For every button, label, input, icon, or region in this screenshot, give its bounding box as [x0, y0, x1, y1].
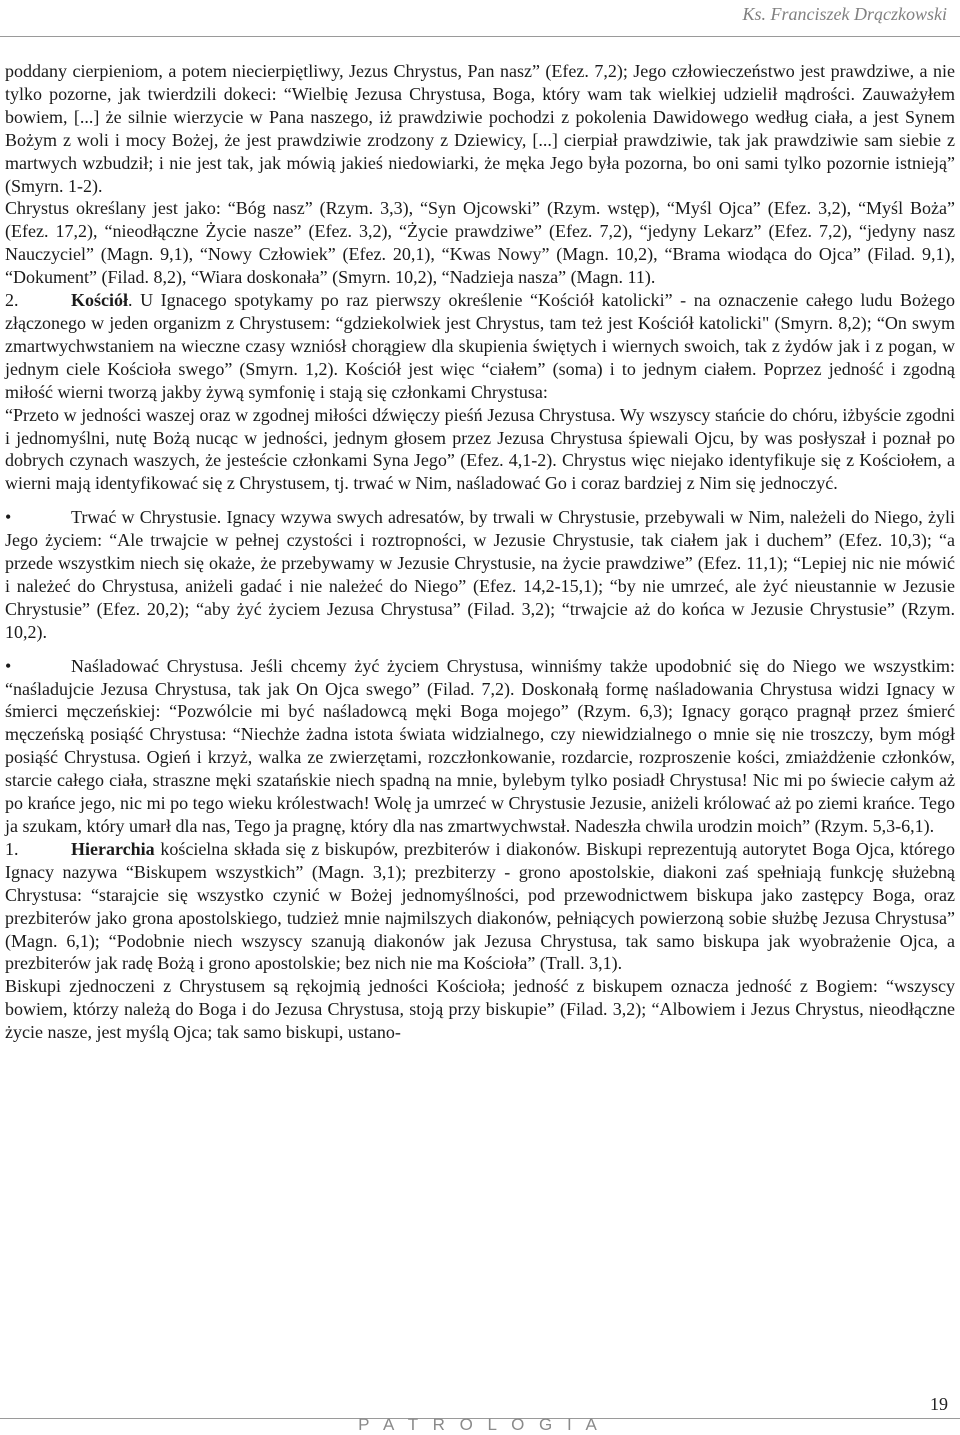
- page-number: 19: [930, 1394, 948, 1414]
- running-header-author: Ks. Franciszek Drączkowski: [742, 4, 947, 24]
- section-heading-hierarchy: Hierarchia: [71, 838, 155, 859]
- paragraph-bishops: Biskupi zjednoczeni z Chrystusem są rękojmią jedności Kościoła; jedność z biskupem oznacza jedność z Bogiem: “wszyscy bowiem, którzy należą do Boga i do Jezusa Chrystusa, stoją przy biskupie” (Filad. 3,2); “Albowiem i Jezus Chrystus, nieodłączne życie nasze, jest myślą Ojca; tak samo biskupi, ustano-: [5, 976, 955, 1043]
- paragraph-quote-unity: “Przeto w jedności waszej oraz w zgodnej miłości dźwięczy pieśń Jezusa Chrystusa. Wy wszyscy stańcie do chóru, iżbyście zgodni i jednomyślni, nutę Bożą nucąc w jedności, jednym głosem przez Jezusa Chrystusa śpiewali Ojcu, by was posłyszał i poznał po dobrych czynach waszych, że jesteście członkami Syna Jego” (Efez. 4,1-2). Chrystus więc niejako identyfikuje się z Kościołem, a wierni mają identyfikować się z Chrystusem, tj. trwać w Nim, naśladować Go i coraz bardziej z Nim się jednoczyć.: [5, 404, 955, 494]
- bullet-icon: •: [5, 507, 12, 528]
- bullet-item-imitate-text: Naśladować Chrystusa. Jeśli chcemy żyć życiem Chrystusa, winniśmy także upodobnić się do Niego we wszystkim: “naśladujcie Jezusa Chrystusa, tak jak On Ojca swego” (Filad. 7,2). Doskonałą formę naśladowania Chrystusa widzi Ignacy w śmierci męczeńskiej: “Pozwólcie mi być naśladowcą męki Boga mojego” (Rzym. 6,3); Ignacy gorąco pragnął przez śmierć męczeńską posiąść Chrystusa: “Niechże żadna istota świata widzialnego, czy niewidzialnego o mnie się nie troszczy, bym mógł posiąść Chrystusa. Ogień i krzyż, walka ze zwierzętami, rozczłonkowanie, rozdarcie, rozproszenie kości, zmiażdżenie członków, starcie całego ciała, straszne męki szatańskie niech spadną na mnie, bylebym tylko posiadł Chrystusa! Nic mi po świecie całym aż po krańce jego, nic mi po tego wieku królestwach! Wolę ja umrzeć w Chrystusie Jezusie, aniżeli królować aż po ziemi krańce. Tego ja szukam, który umarł dla nas, Tego ja pragnę, który dla nas zmartwychwstał. Nadeszła chwila urodzin moich” (Rzym. 5,3-6,1).: [5, 655, 955, 836]
- section-heading-church: Kościół: [71, 290, 128, 311]
- document-body: [5, 60, 955, 1044]
- paragraph-church: [5, 289, 955, 404]
- paragraph-christology: poddany cierpieniom, a potem niecierpiętliwy, Jezus Chrystus, Pan nasz” (Efez. 7,2); Jego człowieczeństwo jest prawdziwe, a nie tylko pozorne, jak twierdzili dokeci: “Wielbię Jezusa Chrystusa, Boga, który wam tak wielkiej udzielił mądrości. Zauważyłem bowiem, [...] że silnie wierzycie w Pana naszego, iż prawdziwie pochodzi z pokolenia Dawidowego według ciała, a jest Synem Bożym z woli i mocy Bożej, że jest prawdziwie zrodzony z Dziewicy, [...] cierpiał prawdziwie, tak jak prawdziwie sam siebie z martwych wzbudził; i nie jest tak, jak mówią jakieś niedowiarki, że męka Jego była pozorna, bo oni sami tylko pozornie istnieją” (Smyrn. 1-2).: [5, 61, 955, 196]
- bullet-item-abide-text: Trwać w Chrystusie. Ignacy wzywa swych adresatów, by trwali w Chrystusie, przebywali w Nim, należeli do Niego, żyli Jego życiem: “Ale trwajcie w pełnej czystości i roztropności, w Jezusie Chrystusie, tak ciałem jak i duchem” (Efez. 10,3); “a przede wszystkim niech się okaże, że przebywamy w Jezusie Chrystusie, na życie prawdziwe” (Efez. 11,1); “Lepiej nic nie mówić i należeć do Chrystusa, aniżeli gadać i nie należeć do Niego” (Efez. 14,2-15,1); “by nie umrzeć, ale żyć nieustannie w Jezusie Chrystusie” (Efez. 20,2); “aby żyć życiem Jezusa Chrystusa” (Filad. 3,2); “trwajcie aż do końca w Jezusie Chrystusie” (Rzym. 10,2).: [5, 507, 955, 642]
- bullet-item-imitate: [5, 655, 955, 838]
- paragraph-hierarchy-text: kościelna składa się z biskupów, prezbiterów i diakonów. Biskupi reprezentują autorytet Boga Ojca, którego Ignacy nazywa “Biskupem wszystkich” (Magn. 3,1); prezbiterzy - grono apostolskie, diakoni zaś spełniają funkcję służebną Chrystusa: “starajcie się wszystko czynić w Bożej jednomyślności, pod przewodnictwem biskupa jako zastępcy Boga, oraz prezbiterów jako grona apostolskiego, tudzież mnie najmilszych diakonów, pełniących powierzoną sobie służbę Jezusa Chrystusa” (Magn. 6,1); “Podobnie niech wszyscy szanują diakonów jak Jezusa Chrystusa, tak samo biskupa jak wyobrażenie Ojca, a prezbiterów jak radę Bożą i grono apostolskie; bez nich nie ma Kościoła” (Trall. 3,1).: [5, 838, 955, 974]
- header-divider: [0, 36, 960, 37]
- section-number: 1.: [5, 838, 19, 859]
- paragraph-titles-of-christ: Chrystus określany jest jako: “Bóg nasz” (Rzym. 3,3), “Syn Ojcowski” (Rzym. wstęp), “Myśl Ojca” (Efez. 3,2), “Myśl Boża” (Efez. 17,2), “nieodłączne Życie nasze” (Efez. 3,2), “Życie prawdziwe” (Efez. 7,2), “jedyny Lekarz” (Efez. 7,2), “jedyny nasz Nauczyciel” (Magn. 9,1), “Nowy Człowiek” (Efez. 20,1), “Kwas Nowy” (Magn. 10,2), “Brama wiodąca do Ojca” (Filad. 9,1), “Dokument” (Filad. 8,2), “Wiara doskonała” (Smyrn. 10,2), “Nadzieja nasza” (Magn. 11).: [5, 198, 955, 288]
- paragraph-church-text: . U Ignacego spotykamy po raz pierwszy określenie “Kościół katolicki” - na oznaczenie całego ludu Bożego złączonego w jeden organizm z Chrystusem: “gdziekolwiek jest Chrystus, tam też jest Kościół katolicki" (Smyrn. 8,2); “On swym zmartwychwstaniem na wieczne czasy wzniósł chorągiew dla skupienia świętych i wiernych swoich, tak z żydów jak i z pogan, w jednym ciele Kościoła swego” (Smyrn. 1,2). Kościół jest więc “ciałem” (soma) i to jednym ciałem. Poprzez jedność i zgodną miłość wierni tworzą jakby żywą symfonię i stają się członkami Chrystusa:: [5, 290, 955, 402]
- running-footer-title: P A T R O L O G I A: [358, 1415, 602, 1434]
- bullet-icon: •: [5, 655, 12, 676]
- paragraph-hierarchy: [5, 838, 955, 975]
- bullet-item-abide: [5, 506, 955, 643]
- section-number: 2.: [5, 290, 19, 311]
